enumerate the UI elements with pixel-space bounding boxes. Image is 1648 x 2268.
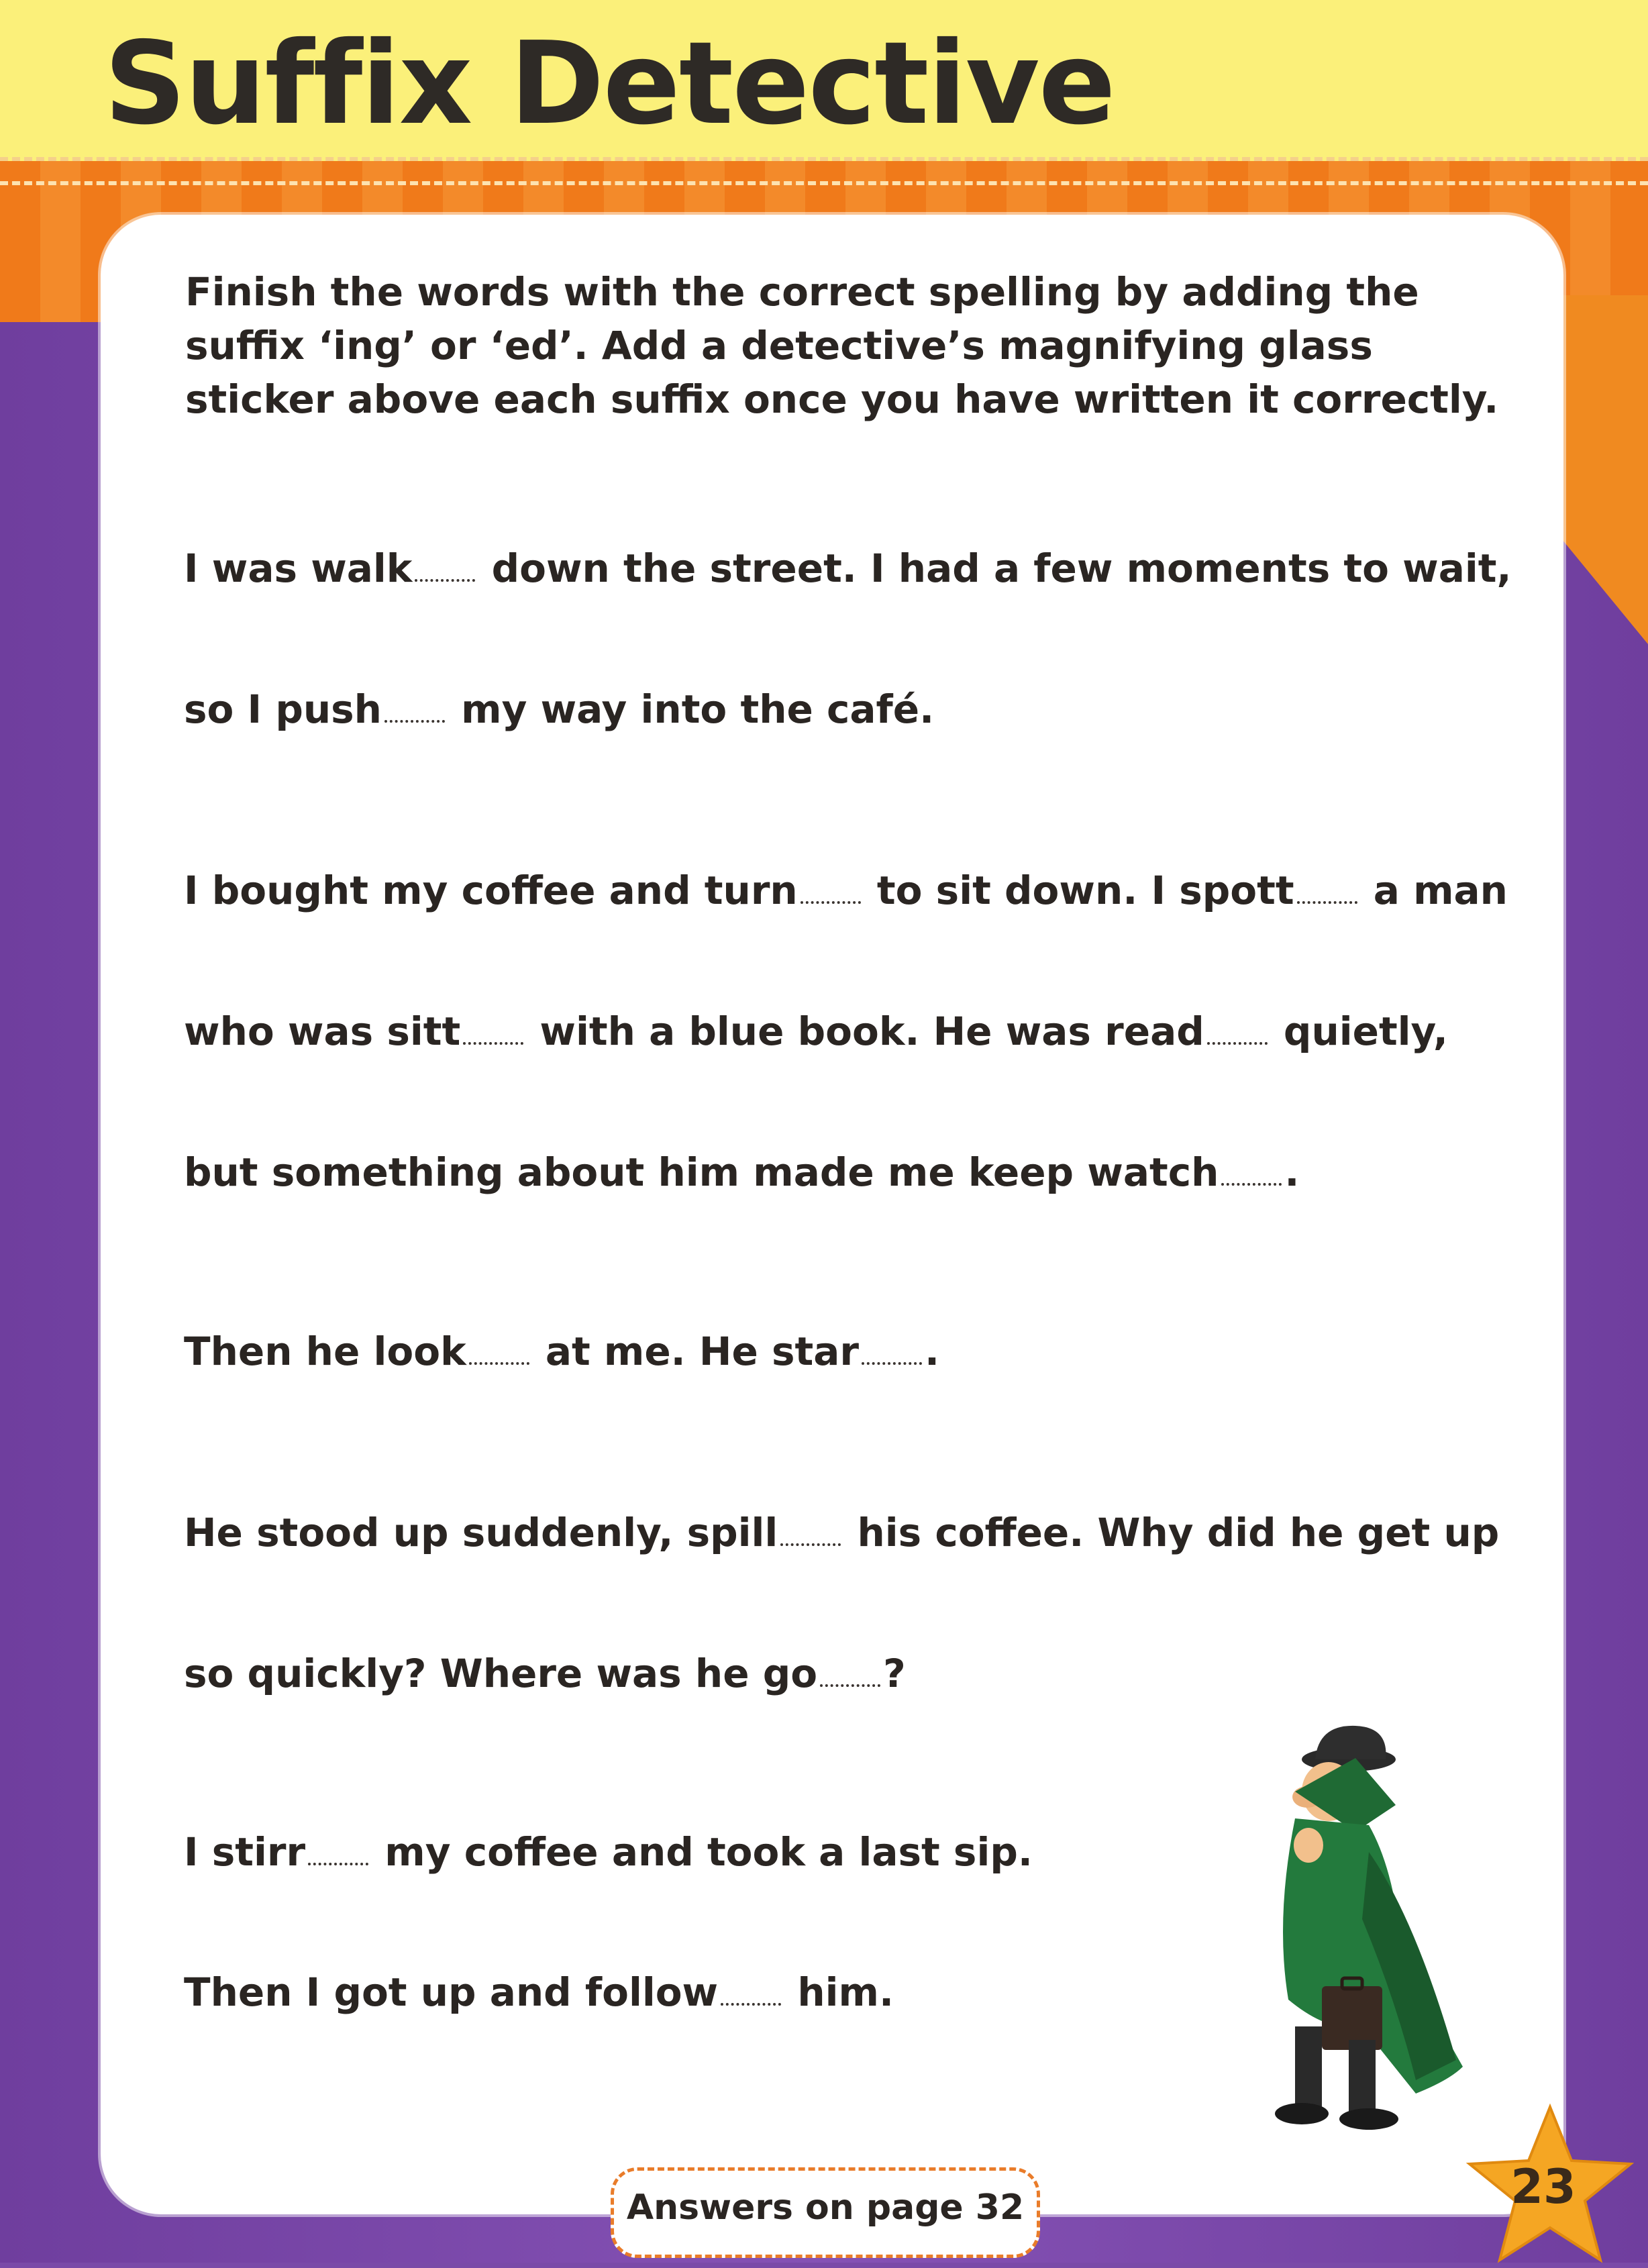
sentence-line: so quickly? Where was he go ? <box>184 1644 906 1700</box>
sentence-line: who was sitt with a blue book. He was read quietly, <box>184 1002 1448 1058</box>
answer-blank[interactable] <box>862 1322 922 1365</box>
answer-blank[interactable] <box>415 539 475 582</box>
sentence-line: Then he look at me. He star . <box>184 1322 939 1378</box>
answer-blank[interactable] <box>384 680 445 723</box>
sentence-line: He stood up suddenly, spill his coffee. Why did he get up <box>184 1503 1499 1559</box>
answer-blank[interactable] <box>469 1322 529 1365</box>
title-bar <box>0 0 1648 161</box>
answer-blank[interactable] <box>780 1503 841 1546</box>
dashed-divider <box>0 181 1648 185</box>
answer-blank[interactable] <box>1297 861 1357 904</box>
answer-blank[interactable] <box>1221 1143 1282 1186</box>
answer-blank[interactable] <box>463 1002 523 1045</box>
sentence-line: I bought my coffee and turn to sit down. I spott a man <box>184 861 1508 917</box>
answer-blank[interactable] <box>1207 1002 1268 1045</box>
answer-blank[interactable] <box>721 1963 781 2006</box>
page-title: Suffix Detective <box>104 17 1115 150</box>
answers-note: Answers on page 32 <box>611 2167 1040 2258</box>
instructions-text: Finish the words with the correct spelling by adding the suffix ‘ing’ or ‘ed’. Add a detective’s magnifying glass sticker above each suffix once you have written it correctly. <box>185 269 1499 422</box>
sentence-line: I stirr my coffee and took a last sip. <box>184 1822 1033 1879</box>
sentence-line: so I push my way into the café. <box>184 680 934 736</box>
sentence-line: I was walk down the street. I had a few moments to wait, <box>184 539 1512 595</box>
answer-blank[interactable] <box>801 861 861 904</box>
answer-blank[interactable] <box>308 1822 368 1865</box>
sentence-line: but something about him made me keep watch . <box>184 1143 1299 1199</box>
page-number: 23 <box>1510 2159 1576 2214</box>
detective-illustration <box>1194 1718 1490 2134</box>
sentence-line: Then I got up and follow him. <box>184 1963 894 2019</box>
answer-blank[interactable] <box>820 1644 880 1687</box>
